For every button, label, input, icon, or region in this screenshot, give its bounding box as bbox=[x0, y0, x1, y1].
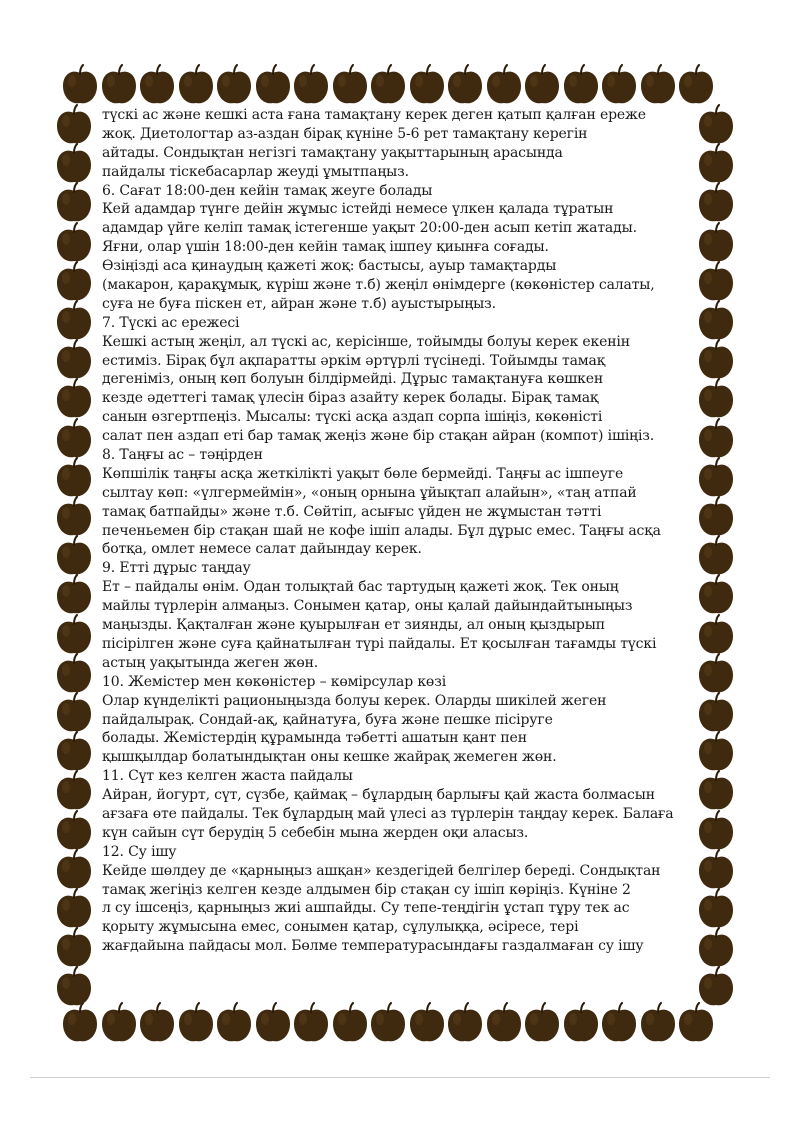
section-heading: 11. Сүт кез келген жаста пайдалы bbox=[102, 768, 353, 785]
apple-icon bbox=[289, 1002, 333, 1046]
apple-icon bbox=[328, 1002, 372, 1046]
paragraph-line: санын өзгертпеңіз. Мысалы: түскі асқа аздап сорпа ішіңіз, көкөністі bbox=[102, 409, 603, 426]
apple-icon bbox=[52, 574, 96, 618]
apple-icon bbox=[636, 64, 680, 108]
apple-icon bbox=[52, 418, 96, 462]
apple-icon bbox=[597, 1002, 641, 1046]
apple-icon bbox=[212, 1002, 256, 1046]
section-heading: 8. Таңғы ас – тәңірден bbox=[102, 447, 263, 464]
section-heading: 6. Сағат 18:00-ден кейін тамақ жеуге болады bbox=[102, 182, 433, 199]
apple-icon bbox=[52, 614, 96, 658]
section-heading: 12. Су ішу bbox=[102, 843, 177, 860]
paragraph-line: адамдар үйге келіп тамақ істегенше уақыт 20:00-ден асып кетіп жатады. bbox=[102, 220, 637, 237]
apple-icon bbox=[52, 222, 96, 266]
apple-icon bbox=[52, 300, 96, 344]
paragraph-line: кезде әдеттегі тамақ үлесін біраз азайту керек болады. Бірақ тамақ bbox=[102, 390, 599, 407]
paragraph-line: айтады. Сондықтан негізгі тамақтану уақыттарының арасында bbox=[102, 144, 563, 161]
paragraph-line: естиміз. Бірақ бұл ақпаратты әркім әртүрлі түсінеді. Тойымды тамақ bbox=[102, 352, 606, 369]
apple-icon bbox=[97, 1002, 141, 1046]
paragraph-line: түскі ас және кешкі аста ғана тамақтану керек деген қатып қалған ереже bbox=[102, 107, 646, 123]
apple-icon bbox=[366, 64, 410, 108]
apple-icon bbox=[559, 64, 603, 108]
paragraph-line: қорыту жұмысына емес, сонымен қатар, сұлулыққа, әсіресе, тері bbox=[102, 919, 579, 936]
paragraph-line: Айран, йогурт, сүт, сүзбе, қаймақ – бұлардың барлығы қай жаста болмасын bbox=[102, 787, 655, 804]
paragraph-line: (макарон, қарақұмық, күріш және т.б) жеңіл өнімдерге (көкөністер салаты, bbox=[102, 277, 655, 294]
apple-icon bbox=[482, 1002, 526, 1046]
apple-icon bbox=[52, 261, 96, 305]
apple-icon bbox=[174, 1002, 218, 1046]
paragraph-line: астың уақытында жеген жөн. bbox=[102, 654, 319, 671]
apple-icon bbox=[52, 888, 96, 932]
paragraph-line: сылтау көп: «үлгермеймін», «оның орнына ұйықтап алайын», «таң атпай bbox=[102, 484, 637, 501]
paragraph-line: Олар күнделікті рационыңызда болуы керек. Оларды шикілей жеген bbox=[102, 692, 607, 709]
apple-icon bbox=[52, 731, 96, 775]
apple-icon bbox=[52, 535, 96, 579]
apple-icon bbox=[636, 1002, 680, 1046]
apple-icon bbox=[520, 64, 564, 108]
paragraph-line: Көпшілік таңғы асқа жеткілікті уақыт бөле бермейді. Таңғы ас ішпеуге bbox=[102, 465, 624, 482]
apple-icon bbox=[52, 810, 96, 854]
paragraph-line: Кейде шөлдеу де «қарныңыз ашқан» кездегідей белгілер береді. Сондықтан bbox=[102, 862, 661, 879]
apple-icon bbox=[52, 966, 96, 1010]
apple-icon bbox=[251, 64, 295, 108]
apple-icon bbox=[443, 1002, 487, 1046]
scan-edge-line bbox=[30, 1077, 770, 1078]
apple-icon bbox=[674, 64, 718, 108]
apple-icon bbox=[52, 104, 96, 148]
apple-icon bbox=[405, 1002, 449, 1046]
apple-icon bbox=[559, 1002, 603, 1046]
apple-icon bbox=[52, 849, 96, 893]
paragraph-line: Ет – пайдалы өнім. Одан толықтай бас тартудың қажеті жоқ. Тек оның bbox=[102, 579, 619, 596]
apple-icon bbox=[212, 64, 256, 108]
apple-icon bbox=[52, 457, 96, 501]
paragraph-line: салат пен аздап еті бар тамақ жеңіз және бір стақан айран (компот) ішіңіз. bbox=[102, 428, 655, 445]
paragraph-line: жоқ. Диетологтар аз-аздан бірақ күніне 5-6 рет тамақтану керегін bbox=[102, 125, 588, 142]
paragraph-line: ағзаға өте пайдалы. Тек бұлардың май үлесі аз түрлерін таңдау керек. Балаға bbox=[102, 805, 674, 822]
apple-icon bbox=[251, 1002, 295, 1046]
apple-icon bbox=[52, 182, 96, 226]
paragraph-line: болады. Жемістердің құрамында тәбетті ашатын қант пен bbox=[102, 730, 527, 747]
section-heading: 7. Түскі ас ережесі bbox=[102, 314, 240, 331]
paragraph-line: Өзіңізді аса қинаудың қажеті жоқ: бастысы, ауыр тамақтарды bbox=[102, 258, 557, 275]
apple-icon bbox=[52, 653, 96, 697]
paragraph-line: л су ішсеңіз, қарныңыз жиі ашпайды. Су тепе-теңдігін ұстап тұру тек ас bbox=[102, 900, 630, 917]
apple-icon bbox=[52, 339, 96, 383]
paragraph-line: Кей адамдар түнге дейін жұмыс істейді немесе үлкен қалада тұратын bbox=[102, 201, 614, 218]
apple-icon bbox=[52, 378, 96, 422]
apple-icon bbox=[289, 64, 333, 108]
apple-icon bbox=[97, 64, 141, 108]
apple-icon bbox=[174, 64, 218, 108]
paragraph-line: Кешкі астың жеңіл, ал түскі ас, керісінше, тойымды болуы керек екенін bbox=[102, 333, 630, 350]
paragraph-line: пісірілген және суға қайнатылған түрі пайдалы. Ет қосылған тағамды түскі bbox=[102, 635, 657, 652]
apple-icon bbox=[52, 770, 96, 814]
apple-icon bbox=[52, 496, 96, 540]
apple-icon bbox=[520, 1002, 564, 1046]
apple-icon bbox=[135, 1002, 179, 1046]
paragraph-line: қышқылдар болатындықтан оны кешке жайрақ жемеген жөн. bbox=[102, 749, 557, 766]
apple-icon bbox=[58, 64, 102, 108]
paragraph-line: пайдалырақ. Сондай-ақ, қайнатуға, буға және пешке пісіруге bbox=[102, 711, 553, 728]
apple-icon bbox=[52, 692, 96, 736]
section-heading: 10. Жемістер мен көкөністер – көмірсулар көзі bbox=[102, 673, 447, 690]
paragraph-line: печеньемен бір стақан шай не кофе ішіп алады. Бұл дұрыс емес. Таңғы асқа bbox=[102, 522, 661, 539]
paragraph-line: пайдалы тіскебасарлар жеуді ұмытпаңыз. bbox=[102, 163, 409, 180]
document-body bbox=[102, 106, 702, 956]
apple-icon bbox=[328, 64, 372, 108]
apple-icon bbox=[52, 143, 96, 187]
paragraph-line: майлы түрлерін алмаңыз. Сонымен қатар, оны қалай дайындайтыныңыз bbox=[102, 598, 633, 615]
apple-icon bbox=[405, 64, 449, 108]
paragraph-line: маңызды. Қақталған және қуырылған ет зиянды, ал оның қыздырып bbox=[102, 617, 605, 634]
paragraph-line: суға не буға піскен ет, айран және т.б) ауыстырыңыз. bbox=[102, 295, 496, 312]
apple-icon bbox=[482, 64, 526, 108]
paragraph-line: күн сайын сүт берудің 5 себебін мына жерден оқи аласыз. bbox=[102, 824, 529, 841]
section-heading: 9. Етті дұрыс таңдау bbox=[102, 560, 251, 577]
apple-icon bbox=[443, 64, 487, 108]
apple-icon bbox=[52, 927, 96, 971]
apple-icon bbox=[597, 64, 641, 108]
paragraph-line: Яғни, олар үшін 18:00-ден кейін тамақ ішпеу қиынға соғады. bbox=[102, 239, 549, 256]
paragraph-line: жағдайына пайдасы мол. Бөлме температурасындағы газдалмаған су ішу bbox=[102, 938, 644, 955]
apple-icon bbox=[135, 64, 179, 108]
apple-icon bbox=[694, 966, 738, 1010]
paragraph-line: ботқа, омлет немесе салат дайындау керек. bbox=[102, 541, 422, 558]
apple-icon bbox=[366, 1002, 410, 1046]
paragraph-line: тамақ жегіңіз келген кезде алдымен бір стақан су ішіп көріңіз. Күніне 2 bbox=[102, 881, 631, 898]
paragraph-line: дегеніміз, оның көп болуын білдірмейді. Дұрыс тамақтануға көшкен bbox=[102, 371, 604, 388]
paragraph-line: тамақ батпайды» және т.б. Сөйтіп, асығыс үйден не жұмыстан тәтті bbox=[102, 503, 602, 520]
